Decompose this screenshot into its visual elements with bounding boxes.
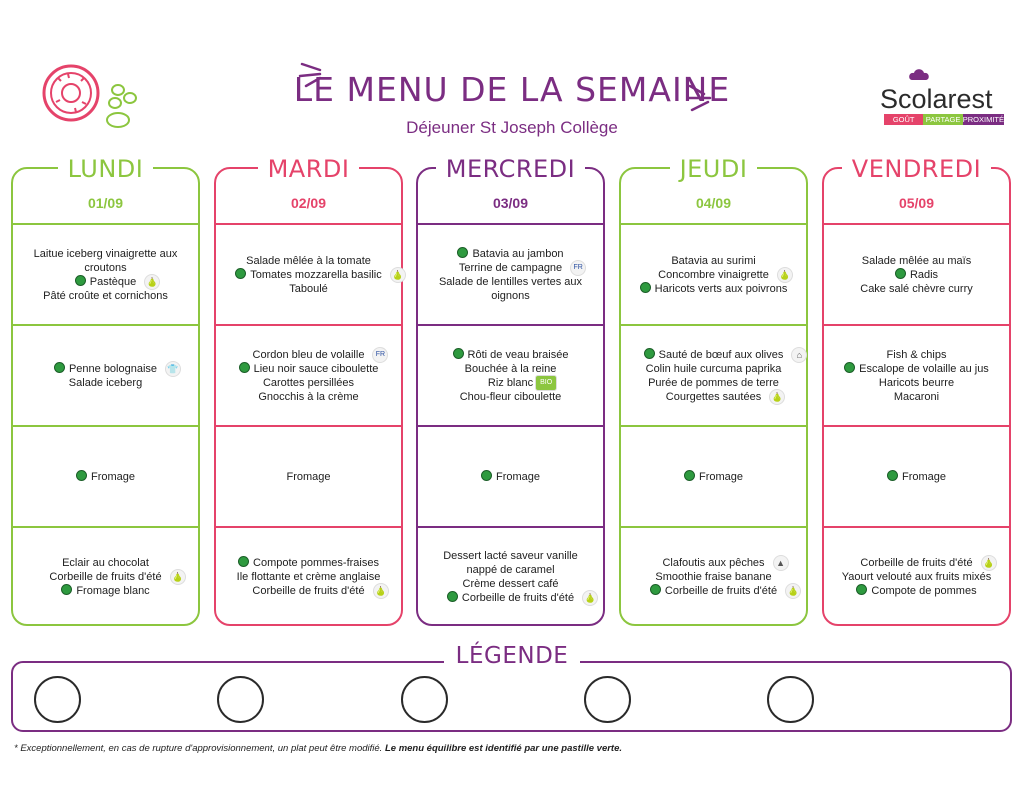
green-dot-icon [447, 591, 458, 602]
legend-box [11, 661, 1012, 732]
menu-item [235, 268, 404, 282]
day-name: JEUDI [670, 155, 758, 183]
green-dot-icon [54, 362, 65, 373]
brand-logo: Scolarest [880, 84, 993, 114]
green-dot-icon [481, 470, 492, 481]
tagline-gout: GOÛT [884, 114, 923, 125]
menu-item [54, 362, 179, 376]
menu-item [646, 362, 782, 376]
day-name: MARDI [258, 155, 360, 183]
menu-item [238, 556, 379, 570]
course-plat [418, 324, 603, 425]
day-column-mercredi [416, 155, 605, 626]
course-entree [418, 223, 603, 324]
menu-item [62, 556, 149, 570]
course-dessert [621, 526, 806, 626]
menu-item-text: Fish & chips [886, 348, 947, 361]
chef-hat-logo-icon [908, 68, 930, 84]
menu-item-text: Laitue iceberg vinaigrette aux croutons [33, 247, 178, 274]
menu-item [895, 268, 938, 282]
menu-item [894, 390, 939, 404]
menu-item-text: Escalope de volaille au jus [859, 362, 989, 375]
course-fromage [216, 425, 401, 526]
course-entree [824, 223, 1009, 324]
cake-icon: ▲ [773, 555, 789, 571]
day-date: 04/09 [695, 195, 732, 211]
day-header [824, 155, 1009, 183]
green-dot-icon [235, 268, 246, 279]
menu-item-text: Sauté de bœuf aux olives [658, 348, 784, 361]
menu-item-text: Smoothie fraise banane [655, 571, 772, 583]
fruit-icon: 🍐 [144, 274, 160, 290]
menu-item-text: Corbeille de fruits d'été [860, 557, 973, 569]
menu-item-text: Lieu noir sauce ciboulette [253, 362, 379, 375]
green-dot-icon [856, 584, 867, 595]
menu-item [671, 254, 755, 268]
fruit-icon: 🍐 [582, 590, 598, 606]
menu-item [246, 254, 371, 268]
menu-item [844, 362, 989, 376]
menu-item-text: Fromage [901, 470, 947, 483]
menu-item [457, 247, 563, 261]
menu-item [684, 470, 743, 484]
menu-item-text: Pâté croûte et cornichons [43, 289, 168, 302]
menu-item-text: Colin huile curcuma paprika [645, 362, 782, 375]
menu-item [252, 584, 387, 598]
menu-item [860, 282, 973, 296]
house-icon: ⌂ [791, 347, 807, 363]
menu-item [460, 390, 562, 404]
menu-item-text: Corbeille de fruits d'été [49, 571, 162, 583]
menu-item [263, 376, 354, 390]
legend-circle [401, 676, 448, 723]
menu-item [69, 376, 142, 390]
course-dessert [418, 526, 603, 626]
fruit-icon: 🍐 [390, 267, 406, 283]
course-dessert [824, 526, 1009, 626]
menu-item-text: Salade mêlée au maïs [861, 254, 972, 267]
menu-item-text: Purée de pommes de terre [648, 376, 779, 389]
page-subtitle: Déjeuner St Joseph Collège [406, 118, 618, 137]
course-entree [621, 223, 806, 324]
menu-item [655, 570, 771, 584]
day-column-jeudi [619, 155, 808, 626]
menu-item-text: Salade iceberg [68, 376, 143, 389]
green-dot-icon [887, 470, 898, 481]
menu-item-text: Fromage [90, 470, 136, 483]
menu-item [49, 570, 184, 584]
legend-title: LÉGENDE [444, 643, 581, 669]
menu-item-text: Terrine de campagne [458, 261, 563, 274]
menu-item [75, 275, 158, 289]
day-name: MERCREDI [436, 155, 586, 183]
footnote-bold: Le menu équilibre est identifié par une pastille verte. [384, 743, 623, 754]
menu-item-text: Salade de lentilles vertes aux oignons [438, 275, 583, 302]
france-icon: FR [372, 347, 388, 363]
menu-item-text: Clafoutis aux pêches [662, 557, 765, 569]
menu-item [453, 348, 569, 362]
menu-item [237, 570, 381, 584]
menu-item [860, 556, 995, 570]
footnote-text: * Exceptionnellement, en cas de rupture d'approvisionnement, un plat peut être modifié. [14, 743, 383, 754]
day-date: 03/09 [492, 195, 529, 211]
menu-item [640, 282, 788, 296]
day-header [621, 155, 806, 183]
france-icon: FR [570, 260, 586, 276]
course-plat [621, 324, 806, 425]
legend-circle [34, 676, 81, 723]
menu-item-text: Batavia au jambon [472, 247, 564, 260]
course-plat [216, 324, 401, 425]
menu-item-text: Tomates mozzarella basilic [250, 268, 382, 281]
green-dot-icon [75, 275, 86, 286]
green-dot-icon [844, 362, 855, 373]
menu-item-text: Cordon bleu de volaille [252, 348, 365, 361]
brand-tagline [884, 114, 1004, 125]
menu-item [258, 390, 358, 404]
menu-item [286, 470, 330, 484]
day-column-mardi [214, 155, 404, 626]
legend-circle [767, 676, 814, 723]
menu-item-text: Salade mêlée à la tomate [246, 254, 371, 267]
green-dot-icon [457, 247, 468, 258]
menu-item [61, 584, 149, 598]
day-header [13, 155, 198, 183]
menu-item [43, 289, 168, 303]
menu-item-text: Fromage [286, 470, 331, 483]
menu-item [665, 390, 783, 404]
menu-item-text: Penne bolognaise [68, 362, 158, 375]
bio-icon: BIO [535, 375, 557, 391]
menu-item-text: Carottes persillées [262, 376, 355, 389]
fruit-icon: 🍐 [769, 389, 785, 405]
menu-item [239, 362, 379, 376]
menu-item [25, 247, 186, 275]
menu-item-text: Ile flottante et crème anglaise [236, 571, 381, 583]
menu-item [648, 376, 779, 390]
course-dessert [13, 526, 198, 626]
menu-item [887, 348, 947, 362]
menu-item [76, 470, 135, 484]
course-fromage [418, 425, 603, 526]
green-dot-icon [895, 268, 906, 279]
course-fromage [621, 425, 806, 526]
menu-item-text: Corbeille de fruits d'été [664, 585, 778, 597]
course-dessert [216, 526, 401, 626]
menu-item [447, 591, 596, 605]
menu-item [430, 549, 591, 577]
course-entree [13, 223, 198, 324]
legend-circle [584, 676, 631, 723]
page-title: LE MENU DE LA SEMAINE [293, 70, 731, 109]
fruit-icon: 🍐 [777, 267, 793, 283]
menu-item-text: Haricots beurre [878, 376, 955, 389]
menu-item-text: Chou-fleur ciboulette [459, 390, 562, 403]
menu-item [481, 470, 540, 484]
fruit-icon: 🍐 [785, 583, 801, 599]
menu-item-text: Fromage [698, 470, 744, 483]
day-date: 01/09 [87, 195, 124, 211]
menu-item-text: Concombre vinaigrette [658, 268, 769, 281]
course-entree [216, 223, 404, 324]
course-plat [13, 324, 198, 425]
day-name: VENDREDI [842, 155, 991, 183]
menu-item-text: Haricots verts aux poivrons [654, 282, 788, 295]
green-dot-icon [239, 362, 250, 373]
menu-item-text: Courgettes sautées [665, 390, 762, 403]
course-fromage [824, 425, 1009, 526]
menu-item [430, 275, 591, 303]
menu-item-text: Pastèque [89, 275, 137, 288]
menu-item-text: Eclair au chocolat [62, 557, 149, 569]
menu-item-text: Bouchée à la reine [464, 362, 557, 375]
menu-item [458, 261, 583, 275]
menu-item [644, 348, 803, 362]
fruit-icon: 🍐 [981, 555, 997, 571]
menu-item-text: Riz blanc [487, 376, 534, 389]
menu-item [465, 362, 557, 376]
menu-item [289, 282, 328, 296]
day-header [216, 155, 401, 183]
menu-item-text: Corbeille de fruits d'été [461, 592, 575, 604]
menu-item-text: Macaroni [893, 390, 940, 403]
menu-item-text: Cake salé chèvre curry [860, 282, 973, 295]
menu-item [252, 348, 386, 362]
menu-item-text: Rôti de veau braisée [467, 348, 569, 361]
menu-item [887, 470, 946, 484]
menu-item [650, 584, 799, 598]
menu-item-text: Taboulé [289, 282, 328, 295]
menu-item [463, 577, 559, 591]
menu-item-text: Dessert lacté saveur vanille nappé de caramel [443, 550, 578, 576]
tagline-partage: PARTAGE [923, 114, 962, 125]
menu-item-text: Crème dessert café [462, 578, 559, 590]
menu-item-text: Fromage [495, 470, 541, 483]
legend-title-wrap [0, 643, 1024, 669]
menu-item-text: Yaourt velouté aux fruits mixés [841, 571, 992, 583]
fruit-icon: 🍐 [170, 569, 186, 585]
green-dot-icon [238, 556, 249, 567]
green-dot-icon [644, 348, 655, 359]
menu-item-text: Radis [909, 268, 939, 281]
legend-circle [217, 676, 264, 723]
green-dot-icon [650, 584, 661, 595]
menu-item [879, 376, 954, 390]
day-column-vendredi [822, 155, 1011, 626]
day-column-lundi [11, 155, 200, 626]
tagline-proximite: PROXIMITÉ [962, 115, 1005, 124]
footnote [14, 743, 622, 754]
day-name: LUNDI [58, 155, 154, 183]
menu-item [856, 584, 976, 598]
menu-item [487, 376, 553, 390]
green-dot-icon [76, 470, 87, 481]
green-dot-icon [61, 584, 72, 595]
menu-item [862, 254, 971, 268]
fruit-icon: 🍐 [373, 583, 389, 599]
menu-item-text: Fromage blanc [76, 585, 150, 597]
course-fromage [13, 425, 198, 526]
menu-item-text: Compote de pommes [871, 585, 977, 597]
day-date: 02/09 [290, 195, 327, 211]
green-dot-icon [684, 470, 695, 481]
menu-item-text: Batavia au surimi [671, 254, 756, 267]
menu-item [842, 570, 992, 584]
green-dot-icon [453, 348, 464, 359]
menu-item-text: Corbeille de fruits d'été [252, 585, 365, 597]
menu-item [662, 556, 786, 570]
green-dot-icon [640, 282, 651, 293]
chef-icon: 👕 [165, 361, 181, 377]
menu-item-text: Gnocchis à la crème [258, 390, 359, 403]
day-date: 05/09 [898, 195, 935, 211]
menu-item [658, 268, 791, 282]
day-header [418, 155, 603, 183]
menu-item-text: Compote pommes-fraises [253, 557, 379, 569]
course-plat [824, 324, 1009, 425]
